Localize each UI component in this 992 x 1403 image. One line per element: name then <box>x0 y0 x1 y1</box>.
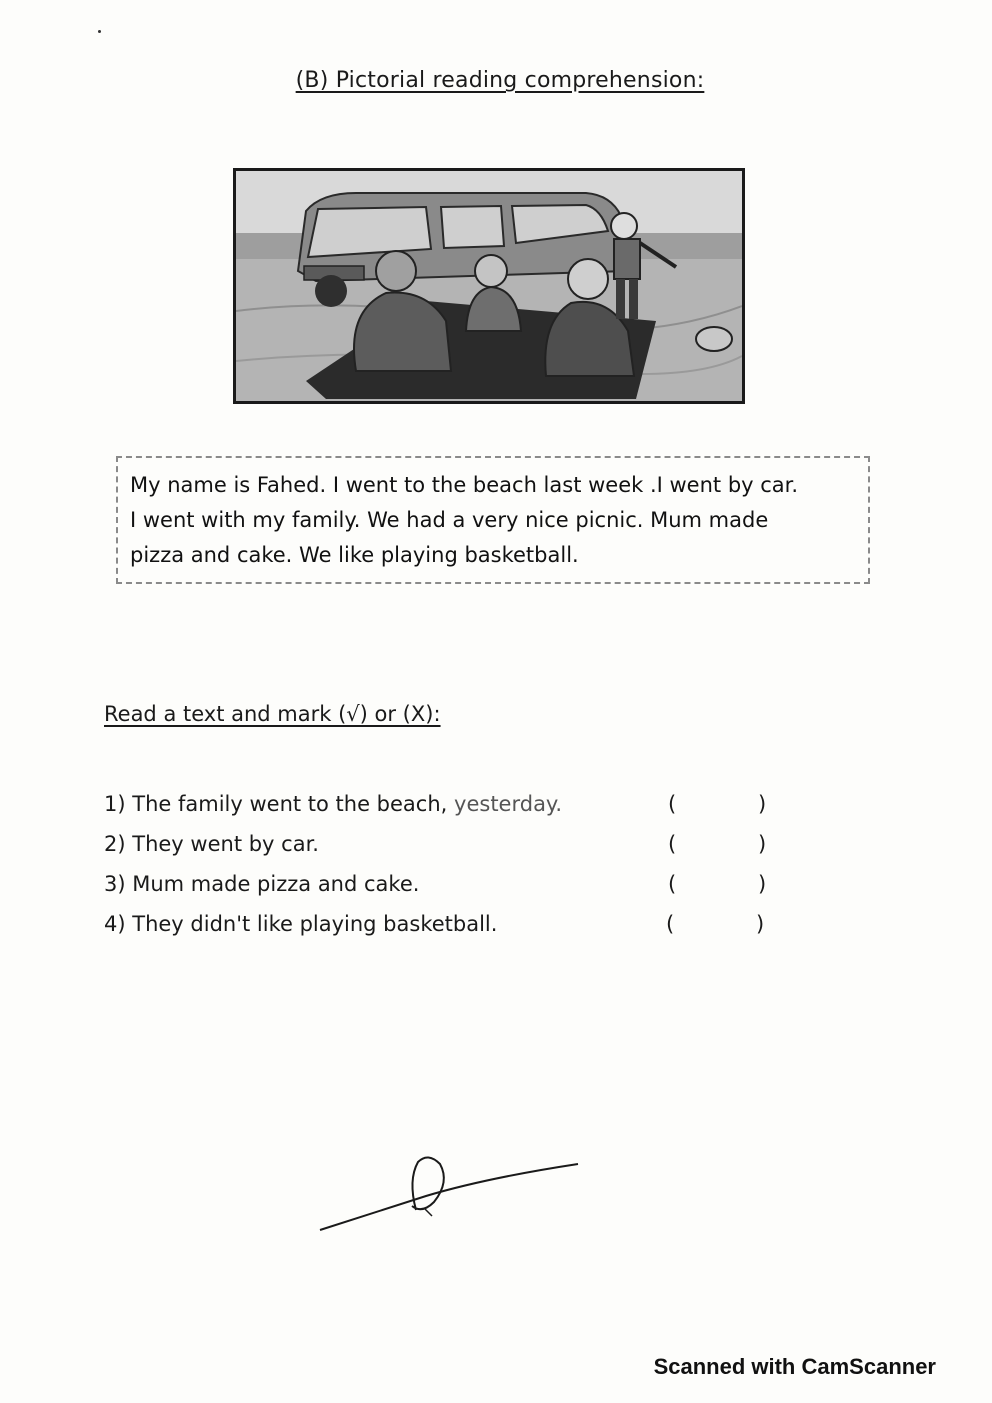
scan-speck <box>98 30 101 33</box>
instruction-heading: Read a text and mark (√) or (X): <box>104 702 441 726</box>
question-number: 4) <box>104 912 126 936</box>
picnic-scene-icon <box>236 171 742 401</box>
passage-line: My name is Fahed. I went to the beach last week .I went by car. <box>130 473 799 497</box>
answer-box-close-2[interactable]: ) <box>758 832 767 856</box>
scanner-watermark: Scanned with CamScanner <box>653 1354 936 1379</box>
answer-box-close-1[interactable]: ) <box>758 792 767 816</box>
answer-box-open-4[interactable]: ( <box>666 912 675 936</box>
passage-line: I went with my family. We had a very nice picnic. Mum made <box>130 508 769 532</box>
reading-passage <box>116 456 870 584</box>
family-picnic-illustration <box>233 168 745 404</box>
question-3 <box>104 872 419 896</box>
question-1 <box>104 792 562 816</box>
question-text: Mum made pizza and cake. <box>132 872 420 896</box>
question-text: They didn't like playing basketball. <box>132 912 498 936</box>
question-number: 3) <box>104 872 126 896</box>
question-number: 2) <box>104 832 126 856</box>
passage-line: pizza and cake. We like playing basketball. <box>130 543 579 567</box>
answer-box-open-2[interactable]: ( <box>668 832 677 856</box>
question-text: They went by car. <box>132 832 319 856</box>
answer-box-open-1[interactable]: ( <box>668 792 677 816</box>
question-2 <box>104 832 319 856</box>
answer-box-close-4[interactable]: ) <box>756 912 765 936</box>
question-number: 1) <box>104 792 126 816</box>
signature-icon <box>316 1150 582 1236</box>
answer-box-open-3[interactable]: ( <box>668 872 677 896</box>
question-text-extra: yesterday. <box>454 792 563 816</box>
answer-box-close-3[interactable]: ) <box>758 872 767 896</box>
question-text: The family went to the beach, <box>132 792 448 816</box>
question-4 <box>104 912 497 936</box>
section-heading: (B) Pictorial reading comprehension: <box>295 68 705 93</box>
